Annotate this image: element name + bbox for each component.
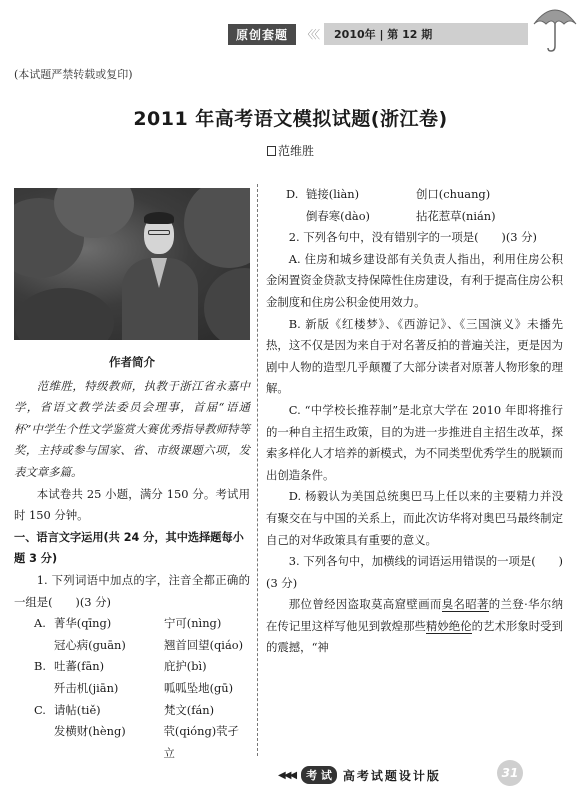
question-1-option-d xyxy=(266,184,563,227)
author-intro-heading: 作者简介 xyxy=(109,355,155,369)
option-item: 宁可(nìng) xyxy=(164,616,222,631)
author-photo xyxy=(14,188,250,340)
question-2-option-d: D. 杨毅认为美国总统奥巴马上任以来的主要精力并没有聚交在与中国的关系上，而此次访华将对奥巴马最终制定自己的对华政策具有重要的意义。 xyxy=(266,489,563,547)
option-item: 菁华(qīng) xyxy=(54,616,112,631)
exam-info: 本试卷共 25 小题，满分 150 分。考试用时 150 分钟。 xyxy=(14,486,250,523)
right-column xyxy=(266,184,563,659)
question-2-option-a: A. 住房和城乡建设部有关负责人指出，利用住房公积金闲置资金贷款支持保障性住房建设，有利于提高住房公积金制度和住房公积金使用效力。 xyxy=(266,251,563,309)
question-1-stem: 1. 下列词语中加点的字，注音全都正确的一组是( )(3 分) xyxy=(14,572,250,609)
issue-label: 2010年 | 第 12 期 xyxy=(324,23,528,45)
passage-text: 那位曾经因盗取莫高窟壁画而 xyxy=(288,597,442,612)
option-item: 创口(chuang) xyxy=(416,187,491,201)
option-letter: A. xyxy=(34,616,46,631)
section-heading: 一、语言文字运用(共 24 分，其中选择题每小题 3 分) xyxy=(14,530,244,566)
option-item: 拈花惹草(nián) xyxy=(416,208,496,223)
option-item: 歼击机(jiān) xyxy=(54,680,119,695)
author-name: 范维胜 xyxy=(277,144,314,158)
page-title: 2011 年高考语文模拟试题(浙江卷) xyxy=(133,108,448,130)
option-letter: D. xyxy=(286,187,299,201)
umbrella-icon xyxy=(530,2,580,54)
author-intro-text: 范维胜，特级教师，执教于浙江省永嘉中学，省语文教学法委员会理事，首届“语通杯”中学生个性文学鉴赏大赛优秀指导教师特等奖，主持或参与国家、省、市级课题六项，发表文章多篇。 xyxy=(14,378,250,479)
left-column xyxy=(14,352,250,764)
option-item: 发横财(hèng) xyxy=(53,724,126,739)
option-letter: C. xyxy=(34,702,46,717)
option-item: 倒春寒(dào) xyxy=(306,208,371,223)
footer-edition-name: 高考试题设计版 xyxy=(342,768,441,783)
option-item: 请帖(tiě) xyxy=(54,702,101,717)
copyright-notice: (本试题严禁转载或复印) xyxy=(14,68,133,81)
question-3-stem: 3. 下列各句中，加横线的词语运用错误的一项是( )(3 分) xyxy=(266,554,563,590)
chevron-decoration-icon: 〈〈〈 xyxy=(302,28,319,41)
question-2-option-c: C. “中学校长推荐制”是北京大学在 2010 年即将推行的一种自主招生政策，目的为进一步推进自主招生改革，探索多样化人才培养的新模式，为不同类型优秀学生的脱颖而出创造条件。 xyxy=(266,402,563,482)
option-item: 翘首回望(qiáo) xyxy=(164,637,244,652)
question-3-passage xyxy=(266,594,563,659)
question-2-stem: 2. 下列各句中，没有错别字的一项是( )(3 分) xyxy=(288,230,537,245)
page-footer xyxy=(278,766,441,784)
arrow-left-icon: ◀◀◀ xyxy=(278,769,296,781)
option-letter: B. xyxy=(34,659,46,674)
option-item: 冠心病(guān) xyxy=(54,637,126,652)
question-1-option-c xyxy=(14,700,250,765)
journal-header xyxy=(228,24,528,44)
author-byline xyxy=(0,142,581,159)
underlined-term: 精妙绝伦 xyxy=(425,618,472,633)
option-item: 呱呱坠地(gū) xyxy=(164,680,234,695)
footer-brand: 考 试 xyxy=(301,766,337,784)
option-item: 吐蕃(fān) xyxy=(54,659,105,674)
option-item: 茕(qióng)茕孑立 xyxy=(163,724,239,760)
journal-brand: 原创套题 xyxy=(228,24,296,45)
column-divider xyxy=(257,184,258,756)
page-number: 31 xyxy=(497,760,523,786)
passage-text: 的兰登·华尔纳在传记里这样写他见到敦煌那些 xyxy=(266,597,563,633)
question-1-option-a xyxy=(14,613,250,656)
option-item: 庇护(bì) xyxy=(164,659,207,674)
option-item: 梵文(fán) xyxy=(164,702,215,717)
option-item: 链接(liàn) xyxy=(306,187,360,201)
checkbox-square-icon xyxy=(267,146,276,156)
passage-text: 的艺术形象时受到的震撼，“神 xyxy=(266,618,563,655)
question-2-option-b: B. 新版《红楼梦》、《西游记》、《三国演义》未播先热，这不仅是因为来自于对名著反拍的普遍关注，更是因为剧中人物的造型几乎颠覆了大部分读者对原著人物形象的理解。 xyxy=(266,316,563,396)
question-1-option-b xyxy=(14,656,250,699)
underlined-term: 臭名昭著 xyxy=(441,597,489,612)
